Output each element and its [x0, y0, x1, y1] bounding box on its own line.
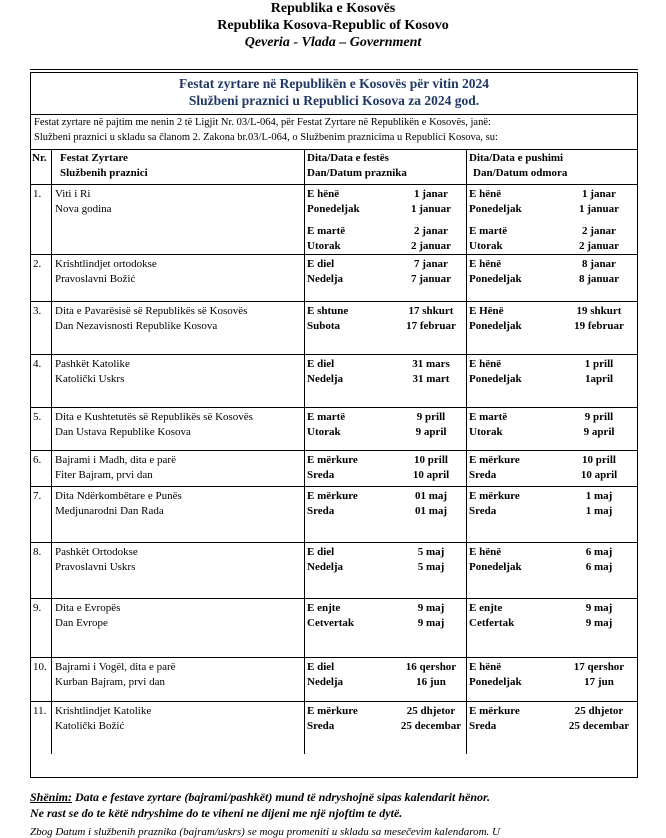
rest-date: 2 januar: [578, 240, 620, 252]
rest-date: 10 april: [580, 469, 618, 481]
cell-name: [52, 355, 305, 407]
fest-day: E enjte: [307, 602, 341, 614]
fest-date: 17 shkurt: [408, 305, 454, 317]
cell-nr: [31, 302, 52, 354]
header-line-1: Republika e Kosovës: [270, 1, 396, 16]
fest-date: 9 maj: [417, 617, 445, 629]
rest-day: E hënë: [469, 546, 502, 558]
holiday-name-sq: Pashkët Katolike: [55, 358, 130, 370]
fest-day: Subota: [307, 320, 341, 332]
fest-day: Utorak: [307, 240, 341, 252]
cell-fest: [305, 702, 467, 754]
rest-day: E hënë: [469, 358, 502, 370]
fest-day: Sreda: [307, 505, 335, 517]
intro-line-2: Službeni praznici u skladu sa članom 2. Zakona br.03/L-064, o Službenim praznicima u Republici Kosova, su:: [34, 132, 498, 143]
rest-date: 1 januar: [578, 203, 620, 215]
holiday-name-sq: Bajrami i Vogël, dita e parë: [55, 661, 176, 673]
cell-fest: [305, 355, 467, 407]
table-row: [31, 702, 637, 754]
table-row: [31, 543, 637, 599]
cell-nr: [31, 543, 52, 598]
row-number: 9.: [33, 602, 42, 614]
cell-rest: [467, 185, 637, 254]
fest-date: 5 maj: [417, 561, 445, 573]
rest-date: 8 januar: [578, 273, 620, 285]
cell-rest: [467, 599, 637, 657]
row-number: 4.: [33, 358, 42, 370]
row-number: 10.: [33, 661, 47, 673]
header-cell: [305, 150, 467, 184]
fest-day: Nedelja: [307, 561, 344, 573]
fest-date: 10 prill: [414, 454, 448, 466]
cell-name: [52, 487, 305, 542]
document-title: [31, 73, 637, 115]
fest-day: E diel: [307, 546, 335, 558]
rest-date: 1 janar: [582, 188, 616, 200]
cell-nr: [31, 255, 52, 301]
rest-date: 10 prill: [582, 454, 616, 466]
header-cell: [31, 150, 52, 184]
row-number: 7.: [33, 490, 42, 502]
fest-date: 1 janar: [414, 188, 448, 200]
table-row: [31, 185, 637, 255]
cell-fest: [305, 302, 467, 354]
rest-day: Ponedeljak: [469, 273, 522, 285]
fest-day: Ponedeljak: [307, 203, 360, 215]
rest-date: 8 janar: [582, 258, 616, 270]
row-number: 1.: [33, 188, 42, 200]
fest-day: E martë: [307, 225, 346, 237]
holiday-name-sq: Krishtlindjet ortodokse: [55, 258, 157, 270]
fest-day: Nedelja: [307, 273, 344, 285]
fest-date: 01 maj: [414, 505, 448, 517]
holiday-name-sr: Nova godina: [55, 203, 112, 215]
cell-rest: [467, 355, 637, 407]
row-number: 3.: [33, 305, 42, 317]
rest-date: 19 shkurt: [576, 305, 622, 317]
intro-text: [31, 115, 637, 150]
note-line-2: Ne rast se do te këtë ndryshime do te viheni ne dijeni me një njoftim te dytë.: [30, 806, 403, 820]
cell-name: [52, 451, 305, 486]
fest-day: Nedelja: [307, 676, 344, 688]
cell-rest: [467, 408, 637, 450]
column-rest-date-2: Dan/Datum odmora: [473, 167, 568, 179]
rest-day: Ponedeljak: [469, 676, 522, 688]
fest-day: E mërkure: [307, 490, 358, 502]
note-line-1: [30, 790, 490, 805]
column-holiday-date-1: Dita/Data e festës: [307, 152, 389, 164]
cell-rest: [467, 702, 637, 754]
row-number: 2.: [33, 258, 42, 270]
rest-date: 17 qershor: [573, 661, 625, 673]
cell-nr: [31, 599, 52, 657]
rest-date: 1 maj: [585, 505, 613, 517]
rest-date: 1april: [584, 373, 614, 385]
holiday-name-sr: Pravoslavni Uskrs: [55, 561, 136, 573]
fest-date: 2 januar: [410, 240, 452, 252]
cell-fest: [305, 451, 467, 486]
rest-date: 9 prill: [584, 411, 614, 423]
rest-date: 9 april: [583, 426, 615, 438]
table-row: [31, 255, 637, 302]
holiday-name-sr: Katolički Božić: [55, 720, 125, 732]
cell-rest: [467, 451, 637, 486]
rest-day: E hënë: [469, 188, 502, 200]
holiday-name-sq: Dita e Evropës: [55, 602, 121, 614]
cell-nr: [31, 355, 52, 407]
title-line-2: Službeni praznici u Republici Kosova za 2024 god.: [188, 93, 480, 108]
fest-date: 16 qershor: [405, 661, 457, 673]
table-header-row: [31, 150, 637, 185]
column-nr: Nr.: [32, 152, 47, 164]
fest-date: 25 decembar: [400, 720, 462, 732]
note-label: Shënim:: [30, 790, 73, 804]
rest-day: E mërkure: [469, 490, 520, 502]
fest-day: E martë: [307, 411, 346, 423]
fest-date: 9 april: [415, 426, 447, 438]
rest-day: Sreda: [469, 505, 497, 517]
fest-day: E hënë: [307, 188, 340, 200]
holiday-name-sq: Dita e Pavarësisë së Republikës së Kosovës: [55, 305, 248, 317]
holiday-name-sq: Pashkët Ortodokse: [55, 546, 138, 558]
rest-day: Ponedeljak: [469, 373, 522, 385]
holiday-name-sq: Viti i Ri: [55, 188, 91, 200]
rest-day: Sreda: [469, 720, 497, 732]
cell-nr: [31, 408, 52, 450]
cell-rest: [467, 302, 637, 354]
cell-fest: [305, 658, 467, 701]
cell-name: [52, 599, 305, 657]
cell-fest: [305, 543, 467, 598]
cell-name: [52, 185, 305, 254]
fest-day: E mërkure: [307, 705, 358, 717]
rest-date: 1 prill: [584, 358, 614, 370]
row-number: 8.: [33, 546, 42, 558]
row-number: 5.: [33, 411, 42, 423]
header-line-3: Qeveria - Vlada – Government: [244, 35, 422, 50]
cell-name: [52, 658, 305, 701]
fest-date: 1 januar: [410, 203, 452, 215]
table-row: [31, 599, 637, 658]
rest-day: Sreda: [469, 469, 497, 481]
header-cell: [467, 150, 637, 184]
holiday-name-sq: Dita e Kushtetutës së Republikës së Kosovës: [55, 411, 253, 423]
rest-date: 25 dhjetor: [574, 705, 624, 717]
cell-rest: [467, 658, 637, 701]
rest-date: 17 jun: [584, 676, 614, 688]
holiday-name-sr: Medjunarodni Dan Rada: [55, 505, 164, 517]
rest-date: 6 maj: [585, 561, 613, 573]
column-rest-date-1: Dita/Data e pushimi: [469, 152, 564, 164]
cell-name: [52, 255, 305, 301]
fest-date: 9 maj: [417, 602, 445, 614]
fest-date: 10 april: [412, 469, 450, 481]
fest-day: Sreda: [307, 469, 335, 481]
fest-date: 7 janar: [414, 258, 448, 270]
rest-date: 9 maj: [585, 602, 613, 614]
holiday-name-sr: Kurban Bajram, prvi dan: [55, 676, 165, 688]
fest-day: E diel: [307, 258, 335, 270]
cell-name: [52, 702, 305, 754]
holiday-name-sr: Katolički Uskrs: [55, 373, 125, 385]
fest-date: 9 prill: [416, 411, 446, 423]
fest-day: Cetvertak: [307, 617, 355, 629]
cell-fest: [305, 185, 467, 254]
cell-name: [52, 408, 305, 450]
column-name-1: Festat Zyrtare: [60, 152, 128, 164]
table-row: [31, 487, 637, 543]
header-line-2: Republika Kosova-Republic of Kosovo: [217, 18, 449, 33]
rest-day: Ponedeljak: [469, 203, 522, 215]
holiday-name-sr: Dan Nezavisnosti Republike Kosova: [55, 320, 218, 332]
fest-date: 2 janar: [414, 225, 448, 237]
rest-day: E hënë: [469, 258, 502, 270]
fest-date: 25 dhjetor: [406, 705, 456, 717]
rest-day: E mërkure: [469, 454, 520, 466]
fest-day: Sreda: [307, 720, 335, 732]
cell-name: [52, 302, 305, 354]
cell-rest: [467, 255, 637, 301]
rest-day: Utorak: [469, 426, 503, 438]
rest-day: Ponedeljak: [469, 561, 522, 573]
cell-nr: [31, 451, 52, 486]
fest-date: 31 mars: [412, 358, 450, 370]
cell-fest: [305, 255, 467, 301]
rest-date: 25 decembar: [568, 720, 630, 732]
cell-name: [52, 543, 305, 598]
cell-fest: [305, 408, 467, 450]
fest-date: 31 mart: [412, 373, 450, 385]
rest-date: 6 maj: [585, 546, 613, 558]
fest-date: 17 februar: [406, 320, 456, 332]
table-row: [31, 302, 637, 355]
cell-fest: [305, 599, 467, 657]
rest-day: Cetfertak: [469, 617, 515, 629]
rest-day: E mërkure: [469, 705, 520, 717]
cell-nr: [31, 702, 52, 754]
fest-day: Utorak: [307, 426, 341, 438]
fest-day: Nedelja: [307, 373, 344, 385]
fest-day: E mërkure: [307, 454, 358, 466]
title-line-1: Festat zyrtare në Republikën e Kosovës për vitin 2024: [179, 76, 489, 91]
cell-fest: [305, 487, 467, 542]
holiday-name-sq: Dita Ndërkombëtare e Punës: [55, 490, 182, 502]
table-row: [31, 355, 637, 408]
rest-day: E martë: [469, 411, 508, 423]
rest-day: Ponedeljak: [469, 320, 522, 332]
column-holiday-date-2: Dan/Datum praznika: [307, 167, 407, 179]
fest-date: 5 maj: [417, 546, 445, 558]
holiday-name-sr: Dan Evrope: [55, 617, 108, 629]
cell-nr: [31, 487, 52, 542]
fest-date: 7 januar: [410, 273, 452, 285]
rest-date: 2 janar: [582, 225, 616, 237]
rest-date: 1 maj: [585, 490, 613, 502]
column-name-2: Službenih praznici: [60, 167, 148, 179]
rest-day: Utorak: [469, 240, 503, 252]
header-divider: [30, 69, 638, 70]
rest-date: 19 februar: [574, 320, 624, 332]
fest-day: E diel: [307, 358, 335, 370]
cell-nr: [31, 185, 52, 254]
fest-date: 16 jun: [416, 676, 446, 688]
holiday-name-sr: Fiter Bajram, prvi dan: [55, 469, 153, 481]
holiday-name-sr: Dan Ustava Republike Kosova: [55, 426, 191, 438]
note-text-1: Data e festave zyrtare (bajrami/pashkët) mund të ndryshojnë sipas kalendarit hënor.: [72, 790, 491, 804]
cell-rest: [467, 487, 637, 542]
rest-day: E martë: [469, 225, 508, 237]
holiday-name-sq: Krishtlindjet Katolike: [55, 705, 152, 717]
fest-day: E shtune: [307, 305, 349, 317]
header-cell: [52, 150, 305, 184]
holidays-document: [30, 72, 638, 778]
cell-rest: [467, 543, 637, 598]
rest-date: 9 maj: [585, 617, 613, 629]
row-number: 11.: [33, 705, 47, 717]
intro-line-1: Festat zyrtare në pajtim me nenin 2 të Ligjit Nr. 03/L-064, për Festat Zyrtare në Republikën e Kosovës, janë:: [34, 117, 491, 128]
table-row: [31, 451, 637, 487]
row-number: 6.: [33, 454, 42, 466]
cell-nr: [31, 658, 52, 701]
fest-day: E diel: [307, 661, 335, 673]
holiday-name-sq: Bajrami i Madh, dita e parë: [55, 454, 176, 466]
rest-day: E Hënë: [469, 305, 504, 317]
rest-day: E enjte: [469, 602, 503, 614]
rest-day: E hënë: [469, 661, 502, 673]
table-row: [31, 408, 637, 451]
note-line-3: Zbog Datum i službenih praznika (bajram/uskrs) se mogu promeniti u skladu sa mesečevim kalendarom. U: [30, 826, 501, 838]
table-row: [31, 658, 637, 702]
holiday-name-sr: Pravoslavni Božić: [55, 273, 136, 285]
fest-date: 01 maj: [414, 490, 448, 502]
